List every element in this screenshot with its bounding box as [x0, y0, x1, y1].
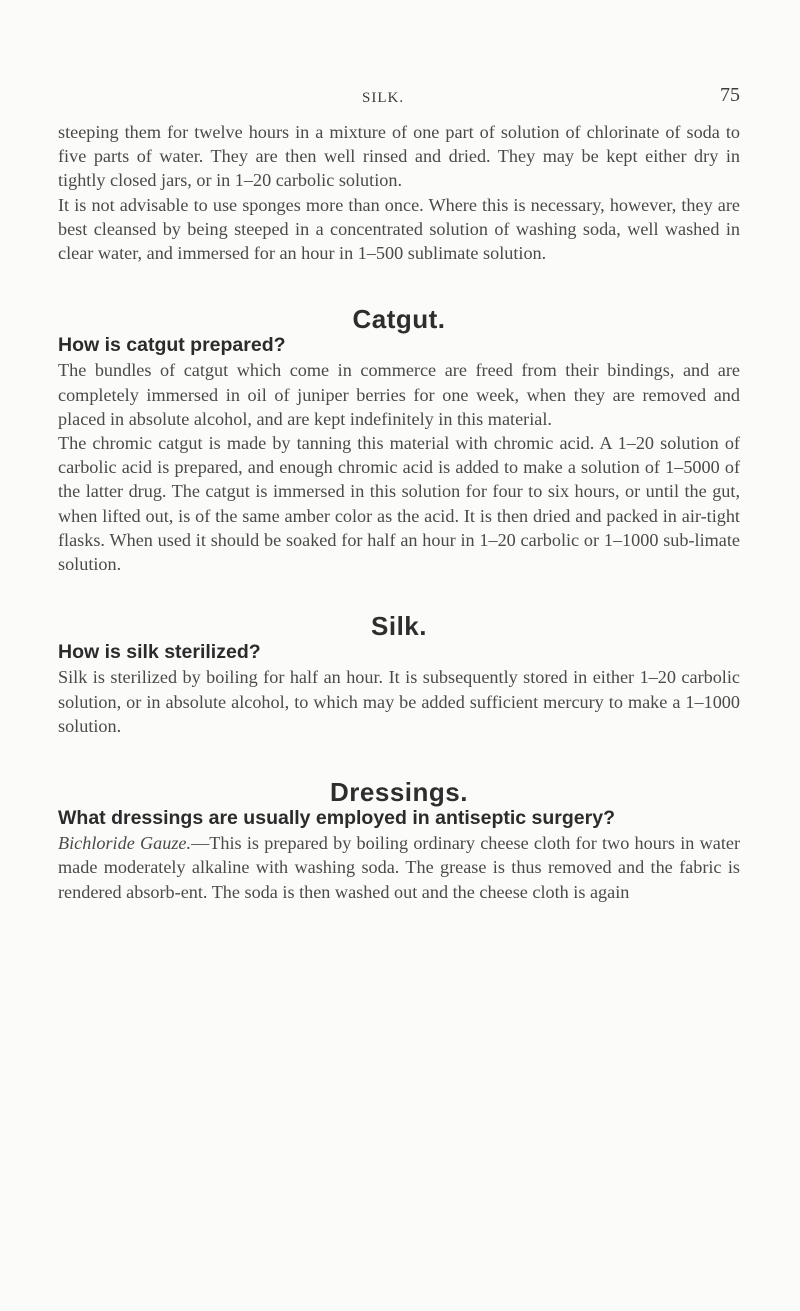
running-title: SILK. [362, 90, 405, 106]
section-heading-dressings: Dressings. [330, 777, 468, 808]
section-heading-silk: Silk. [371, 611, 427, 642]
catgut-paragraph: The bundles of catgut which come in commerce are freed from their bindings, and are completely immersed in oil of juniper berries for one week, when they are removed and placed in absolute alcohol, and are kept indefinitely in this material. [58, 360, 740, 429]
intro-paragraph: steeping them for twelve hours in a mixture of one part of solution of chlorinate of soda to five parts of water. They are then well rinsed and dried. They may be kept either dry in tightly closed jars, or in 1–20 carbolic solution. [58, 122, 740, 191]
silk-paragraph: Silk is sterilized by boiling for half an hour. It is subsequently stored in either 1–20 carbolic solution, or in absolute alcohol, to which may be added sufficient mercury to make a 1–1000 solution. [58, 667, 740, 736]
dressings-term: Bichloride Gauze. [58, 833, 192, 854]
question-catgut: How is catgut prepared? [58, 334, 286, 357]
intro-paragraph: It is not advisable to use sponges more than once. Where this is necessary, however, they are best cleansed by being steeped in a concentrated solution of washing soda, well washed in clear water, and immersed for an hour in 1–500 sublimate solution. [58, 194, 740, 264]
section-heading-catgut: Catgut. [352, 304, 446, 335]
question-silk: How is silk sterilized? [58, 641, 261, 664]
page-body [58, 120, 740, 904]
dressings-paragraph [58, 831, 740, 904]
dressings-text: —This is prepared by boiling ordinary cheese cloth for two hours in water made moderately alkaline with washing soda. The grease is thus removed and the fabric is rendered absorb-ent. The soda is then washed out and the cheese cloth is again [58, 833, 741, 902]
page-number: 75 [720, 84, 740, 106]
question-dressings: What dressings are usually employed in antiseptic surgery? [58, 807, 615, 830]
running-head [60, 84, 740, 114]
catgut-paragraph: The chromic catgut is made by tanning this material with chromic acid. A 1–20 solution of carbolic acid is prepared, and enough chromic acid is added to make a solution of 1–5000 of the latter drug. The catgut is immersed in this solution for four to six hours, or until the gut, when lifted out, is of the same amber color as the acid. It is then dried and packed in air-tight flasks. When used it should be soaked for half an hour in 1–20 carbolic or 1–1000 sub-limate solution. [58, 433, 740, 575]
